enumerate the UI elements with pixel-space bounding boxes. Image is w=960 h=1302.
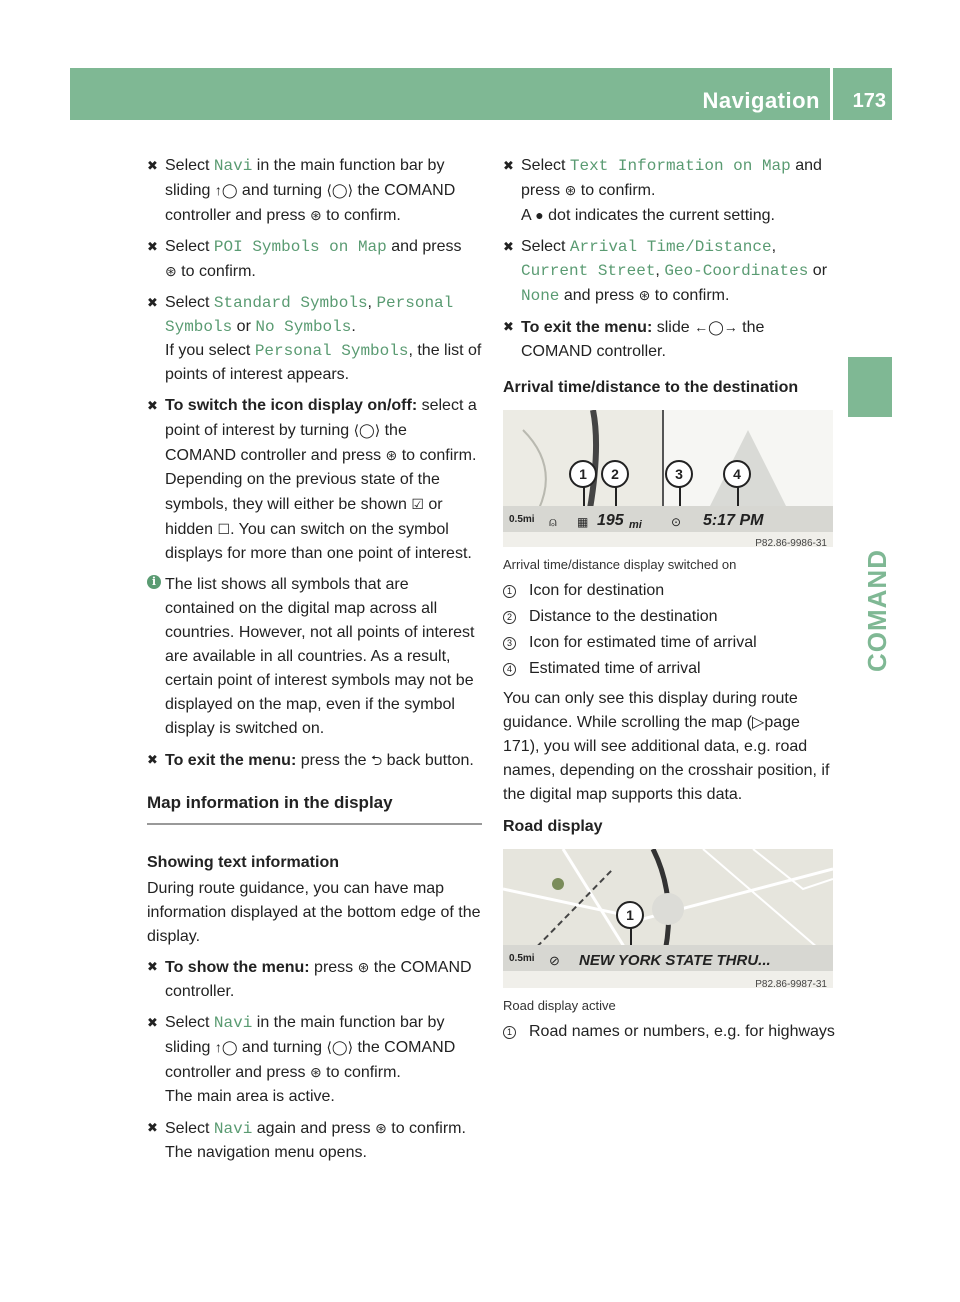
section-heading: Map information in the display: [147, 791, 482, 825]
page-number: 173: [852, 90, 886, 112]
info-note: i The list shows all symbols that are contained on the digital map across all countries. However, not all points of interest are available in all countries. As a result, certain point of interest symbols may not be displayed on the map, even if the symbol display is switched on.: [147, 573, 482, 741]
road-name: NEW YORK STATE THRU...: [579, 952, 771, 969]
press-icon: ⊛: [165, 263, 177, 279]
legend-item: 2 Distance to the destination: [503, 605, 838, 629]
subheading: Showing text information: [147, 854, 339, 871]
step-select-navi-2: ✖ Select Navi in the main function bar by sliding ↑◯ and turning ⟨◯⟩ the COMAND controller and press ⊛ to confirm. The main area is active.: [147, 1011, 482, 1109]
figure-arrival-display: [503, 410, 833, 547]
page-reference-link[interactable]: page 171: [503, 714, 800, 755]
step-icon-display: ✖ To switch the icon display on/off: select a point of interest by turning ⟨◯⟩ the COMAND controller and press ⊛ to confirm. Depending on the previous state of the symbols, they will either be shown ☑ or hidden ☐. You can switch on the symbol displays for more than one point of interest.: [147, 394, 482, 566]
info-bar: [503, 945, 833, 971]
heading-road: Road display: [503, 818, 603, 835]
chapter-tab: [848, 357, 892, 417]
press-icon: ⊛: [564, 182, 577, 198]
press-icon: ⊛: [385, 447, 398, 463]
arrow-icon: ✖: [503, 319, 514, 334]
figure-caption: Arrival time/distance display switched on: [503, 557, 737, 572]
left-column: [147, 154, 482, 1172]
step-exit-menu: ✖ To exit the menu: press the ⮌ back button.: [147, 748, 482, 773]
callout-1: 1: [569, 460, 597, 488]
scale-label: 0.5mi: [509, 514, 535, 525]
press-icon: ⊛: [309, 1064, 322, 1080]
press-icon: ⊛: [309, 207, 322, 223]
arrow-icon: ✖: [147, 1015, 158, 1030]
step-show-menu: ✖ To show the menu: press ⊛ the COMAND controller.: [147, 955, 482, 1004]
info-bar: [503, 506, 833, 532]
callout-2: 2: [601, 460, 629, 488]
arrow-icon: ✖: [147, 398, 158, 413]
press-icon: ⊛: [638, 287, 651, 303]
figure-ref: P82.86-9987-31: [755, 979, 827, 988]
slide-left-right-icon: ←◯→: [694, 319, 738, 335]
turn-icon: ⟨◯⟩: [353, 422, 381, 438]
chapter-label: COMAND: [862, 549, 892, 672]
figure-caption: Road display active: [503, 998, 616, 1013]
arrow-icon: ✖: [147, 158, 158, 173]
callout-3: 3: [665, 460, 693, 488]
turn-icon: ⟨◯⟩: [326, 182, 354, 198]
step-select-text-info: ✖ Select Text Information on Map and press ⊛ to confirm. A ● dot indicates the current setting.: [503, 154, 838, 228]
empty-box-icon: ☐: [217, 521, 231, 537]
right-column: [503, 154, 838, 1044]
callout-4: 4: [723, 460, 751, 488]
section-title: Navigation: [702, 88, 820, 113]
legend-item: 1 Icon for destination: [503, 579, 838, 603]
callout-1: 1: [616, 901, 644, 929]
checked-box-icon: ☑: [411, 496, 424, 512]
arrow-icon: ✖: [147, 959, 158, 974]
compass-icon: ⊘: [549, 953, 560, 968]
arrow-icon: ✖: [147, 1120, 158, 1135]
step-select-arrival: ✖ Select Arrival Time/Distance, Current Street, Geo-Coordinates or None and press ⊛ to confirm.: [503, 235, 838, 308]
arrival-time: 5:17 PM: [703, 512, 764, 529]
distance-unit: mi: [629, 519, 642, 531]
arrow-icon: ✖: [147, 239, 158, 254]
step-select-navi-again: ✖ Select Navi again and press ⊛ to confirm. The navigation menu opens.: [147, 1116, 482, 1165]
scale-label: 0.5mi: [509, 953, 535, 964]
figure-road-display: [503, 849, 833, 988]
compass-icon: ⍝: [549, 514, 557, 529]
legend-item: 4 Estimated time of arrival: [503, 657, 838, 681]
legend-2: [503, 1020, 838, 1044]
step-exit-menu-right: ✖ To exit the menu: slide ←◯→ the COMAND controller.: [503, 315, 838, 364]
clock-icon: ⊙: [671, 515, 682, 529]
arrow-icon: ✖: [147, 295, 158, 310]
heading-arrival: Arrival time/distance to the destination: [503, 379, 799, 396]
destination-flag-icon: ▦: [577, 515, 589, 529]
arrow-icon: ✖: [503, 239, 514, 254]
arrow-icon: ✖: [503, 158, 514, 173]
figure-ref: P82.86-9986-31: [755, 538, 827, 547]
press-icon: ⊛: [375, 1120, 387, 1136]
dot-icon: ●: [535, 207, 544, 223]
page-ref-arrow-icon: ▷: [752, 714, 765, 731]
step-select-symbols: ✖ Select Standard Symbols, Personal Symbols or No Symbols. If you select Personal Symbols, the list of points of interest appears.: [147, 291, 482, 387]
back-button-icon: ⮌: [370, 752, 383, 768]
legend-1: [503, 579, 838, 681]
distance-value: 195: [597, 512, 624, 529]
paragraph-scrolling: You can only see this display during route guidance. While scrolling the map (▷page 171), you will see additional data, e.g. road names, depending on the crosshair position, if the digital map supports this data.: [503, 690, 830, 803]
step-select-poi: ✖ Select POI Symbols on Map and press ⊛ to confirm.: [147, 235, 482, 284]
arrow-icon: ✖: [147, 752, 158, 767]
legend-item: 1 Road names or numbers, e.g. for highways: [503, 1020, 838, 1044]
intro-paragraph: During route guidance, you can have map information displayed at the bottom edge of the display.: [147, 880, 481, 945]
info-icon: i: [147, 575, 161, 589]
step-select-navi: ✖ Select Navi in the main function bar by sliding ↑◯ and turning ⟨◯⟩ the COMAND controller and press ⊛ to confirm.: [147, 154, 482, 228]
press-icon: ⊛: [357, 959, 370, 975]
turn-icon: ⟨◯⟩: [326, 1039, 354, 1055]
page-header: [70, 68, 892, 120]
header-divider: [830, 68, 833, 120]
slide-up-icon: ↑◯: [214, 182, 238, 198]
slide-up-icon: ↑◯: [214, 1039, 238, 1055]
legend-item: 3 Icon for estimated time of arrival: [503, 631, 838, 655]
